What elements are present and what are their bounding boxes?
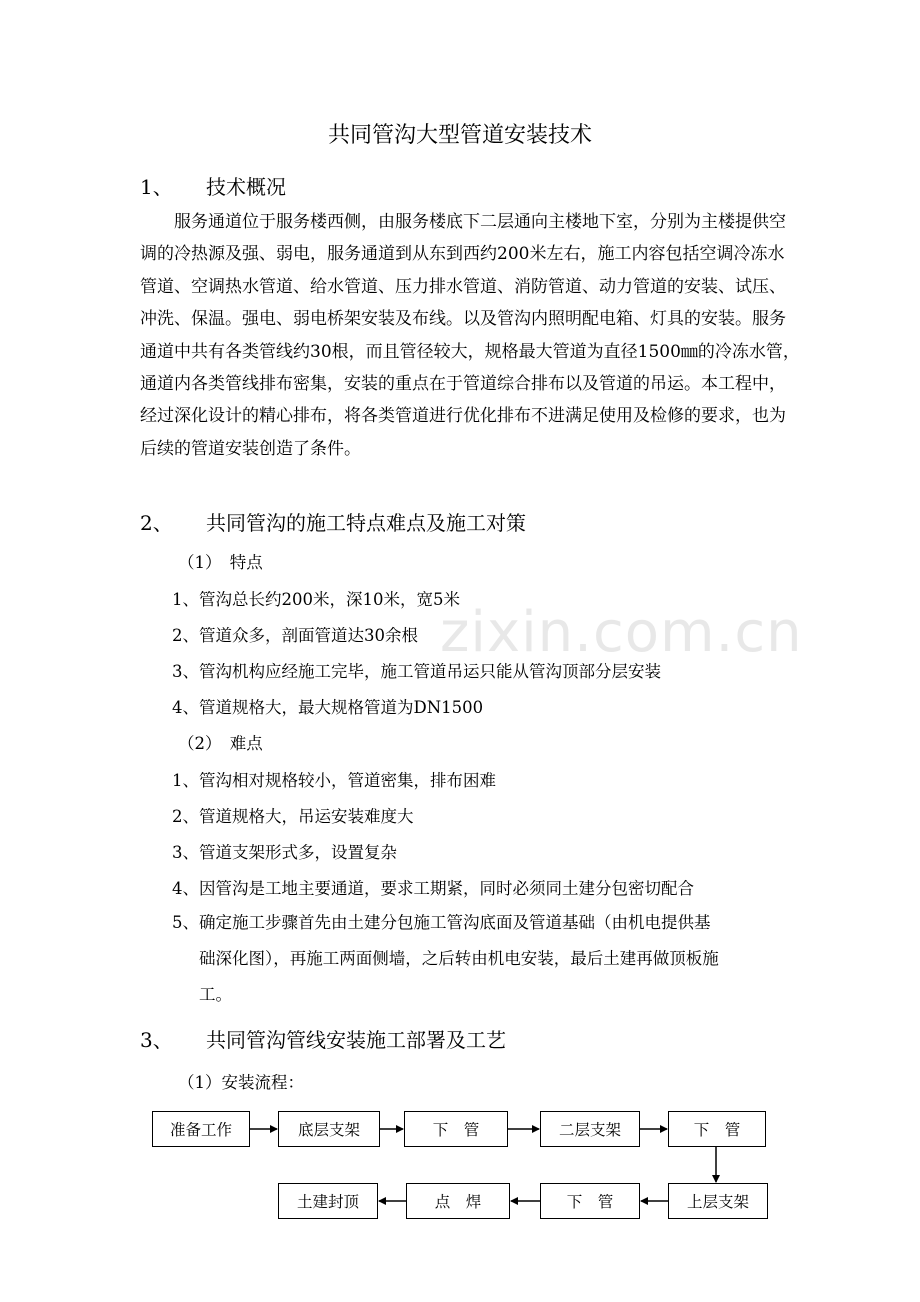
features-label: （1） 特点 bbox=[178, 553, 263, 572]
flow-step-civil-roofing: 土建封顶 bbox=[278, 1183, 378, 1219]
difficulty-5-line-1: 确定施工步骤首先由土建分包施工管沟底面及管道基础（由机电提供基 bbox=[199, 913, 711, 932]
flow-step-prepare: 准备工作 bbox=[152, 1111, 250, 1147]
difficulty-5-line-3: 工。 bbox=[199, 985, 232, 1004]
section-1-number: 1、 bbox=[140, 175, 173, 199]
difficulty-5-number: 5、 bbox=[172, 913, 199, 932]
section-1-title: 技术概况 bbox=[206, 175, 286, 199]
flow-step-lower-pipe-1: 下 管 bbox=[404, 1111, 508, 1147]
watermark: zixin.com.cn bbox=[440, 600, 803, 665]
flow-step-lower-pipe-3: 下 管 bbox=[540, 1183, 640, 1219]
section-2-title: 共同管沟的施工特点难点及施工对策 bbox=[206, 511, 526, 535]
difficulty-5-line-2: 础深化图），再施工两面侧墙，之后转由机电安装，最后土建再做顶板施 bbox=[199, 949, 719, 968]
difficulty-item: 2、管道规格大，吊运安装难度大 bbox=[172, 807, 414, 826]
section-3-number: 3、 bbox=[140, 1028, 173, 1052]
flow-step-spot-weld: 点 焊 bbox=[406, 1183, 510, 1219]
flow-label: （1）安装流程： bbox=[178, 1073, 304, 1092]
section-1-paragraph: 服务通道位于服务楼西侧，由服务楼底下二层通向主楼地下室，分别为主楼提供空调的冷热源及强、弱电，服务通道到从东到西约200米左右，施工内容包括空调冷冻水管道、空调热水管道、给水管道、压力排水管道、消防管道、动力管道的安装、试压、冲洗、保温。强电、弱电桥架安装及布线。以及管沟内照明配电箱、灯具的安装。服务通道中共有各类管线约30根，而且管径较大，规格最大管道为直径1500㎜的冷冻水管，通道内各类管线排布密集，安装的重点在于管道综合排布以及管道的吊运。本工程中，经过深化设计的精心排布，将各类管道进行优化排布不进满足使用及检修的要求，也为后续的管道安装创造了条件。 bbox=[140, 212, 800, 459]
difficulty-item: 3、管道支架形式多，设置复杂 bbox=[172, 843, 397, 862]
section-3-title: 共同管沟管线安装施工部署及工艺 bbox=[206, 1028, 506, 1052]
difficulty-item: 1、管沟相对规格较小，管道密集，排布困难 bbox=[172, 771, 496, 790]
feature-item: 2、管道众多，剖面管道达30余根 bbox=[172, 626, 418, 645]
flow-step-lower-pipe-2: 下 管 bbox=[668, 1111, 766, 1147]
section-2-number: 2、 bbox=[140, 511, 173, 535]
page-title: 共同管沟大型管道安装技术 bbox=[327, 123, 592, 148]
flow-step-bottom-support: 底层支架 bbox=[278, 1111, 380, 1147]
difficulty-item: 4、因管沟是工地主要通道，要求工期紧，同时必须同土建分包密切配合 bbox=[172, 879, 694, 898]
feature-item: 3、管沟机构应经施工完毕，施工管道吊运只能从管沟顶部分层安装 bbox=[172, 662, 661, 681]
feature-item: 1、管沟总长约200米，深10米，宽5米 bbox=[172, 590, 460, 609]
flow-step-upper-support: 上层支架 bbox=[668, 1183, 768, 1219]
feature-item: 4、管道规格大，最大规格管道为DN1500 bbox=[172, 698, 484, 717]
flow-step-second-support: 二层支架 bbox=[540, 1111, 640, 1147]
difficulties-label: （2） 难点 bbox=[178, 734, 263, 753]
